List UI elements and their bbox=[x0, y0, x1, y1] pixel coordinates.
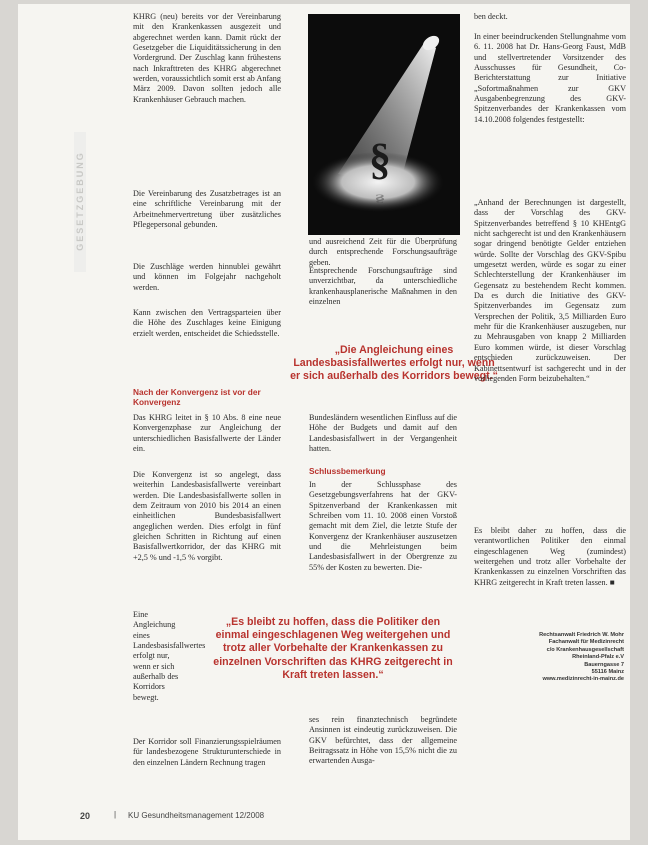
col3-paragraph-1: ben deckt. bbox=[474, 12, 508, 21]
author-signature-block bbox=[494, 632, 624, 684]
col1-paragraph-8: Der Korridor soll Finanzierungsspielräumen für landesbezogene Strukturunterschiede in den einzelnen Ländern Rechnung tragen bbox=[133, 737, 281, 767]
author-city: 55116 Mainz bbox=[591, 669, 624, 676]
col1-paragraph-5: Das KHRG leitet in § 10 Abs. 8 eine neue Konvergenzphase zur Angleichung der unterschiedlichen Basisfallwerte der Länder ein. bbox=[133, 413, 281, 454]
spotlight-illustration bbox=[308, 14, 460, 235]
col1-subheading: Nach der Konvergenz ist vor der Konvergenz bbox=[133, 387, 261, 407]
col2-paragraph-3: Bundesländern wesentlichen Einfluss auf die Höhe der Budgets und damit auf den Landesbasisfallwert in der Vergangenheit hatten. bbox=[309, 413, 457, 454]
col2-subheading: Schlussbemerkung bbox=[309, 466, 386, 476]
col1-paragraph-6: Die Konvergenz ist so angelegt, dass weiterhin Landesbasisfallwerte vereinbart werden. Die Landesbasisfallwerte sollen in dem Zeitraum von 2010 bis 2014 an einen einheitlichen Bundesbasisfallwert angeglichen werden. Dies erfolgt in fünf gleichen Schritten in Richtung auf einen Basisfallwertkorridor, der das KHRG mit +2,5 % und -1,5 % vorgibt. bbox=[133, 470, 281, 562]
pull-quote-1: „Die Angleichung eines Landesbasisfallwertes erfolgt nur, wenn er sich außerhalb des Korridors bewegt.“ bbox=[290, 344, 498, 383]
col2-paragraph-1: und ausreichend Zeit für die Überprüfung durch entsprechende Forschungsaufträge geben. bbox=[309, 237, 457, 267]
col1-paragraph-4: Kann zwischen den Vertragsparteien über die Höhe des Zuschlages keine Einigung erzielt werden, entscheidet die Schiedsstelle. bbox=[133, 308, 281, 338]
paragraph-sign-reflection: § bbox=[374, 192, 386, 205]
col1-paragraph-3: Die Zuschläge werden hinnublei gewährt und können im Folgejahr nachgeholt werden. bbox=[133, 262, 281, 292]
col1-paragraph-7: Eine Angleichung eines Landesbasisfallwertes erfolgt nur, wenn er sich außerhalb des Korridors bewegt. bbox=[133, 610, 206, 702]
page-number: 20 bbox=[80, 811, 91, 821]
author-street: Bauerngasse 7 bbox=[584, 661, 624, 668]
col3-paragraph-2: In einer beeindruckenden Stellungnahme vom 6. 11. 2008 hat Dr. Hans-Georg Faust, MdB und stellvertretender Vorsitzender des Ausschusses für Gesundheit, Co-Berichterstattung zur Initiative „Sofortmaßnahmen zur GKV Ausgabenbegrenzung des GKV-Spitzenverbandes der Krankenkassen vom 14.10.2008 folgendes festgestellt: bbox=[474, 32, 626, 124]
author-title: Fachanwalt für Medizinrecht bbox=[548, 639, 624, 646]
col2-paragraph-2: Entsprechende Forschungsaufträge sind unverzichtbar, da unterschiedliche krankenhausplanerische Maßnahmen in den einzelnen bbox=[309, 266, 457, 307]
col1-paragraph-1: KHRG (neu) bereits vor der Vereinbarung mit den Krankenkassen ausgezeit und abgerechnet werden kann. Damit rückt der Gesetzgeber die Liquiditätssicherung in den Vordergrund. Der Zuschlag kann frühestens nach Inkrafttreten des KHRG abgerechnet werden, voraussichtlich somit erst ab Anfang März 2009. Davon sollten jedoch alle Krankenhäuser Gebrauch machen. bbox=[133, 12, 281, 104]
journal-info: KU Gesundheitsmanagement 12/2008 bbox=[128, 811, 265, 820]
pull-quote-2: „Es bleibt zu hoffen, dass die Politiker den einmal eingeschlagenen Weg weitergehen und trotz aller Vorbehalte der Krankenkassen zu einzelnen Vorschriften das KHRG zeitgerecht in Kraft treten lassen.“ bbox=[213, 616, 453, 681]
col3-paragraph-4: Es bleibt daher zu hoffen, dass die verantwortlichen Politiker den einmal eingeschlagenen Weg (zumindest) weitergehen und trotz aller Vorbehalte der Krankenkassen zu einzelnen Vorschriften das KHRG zeitgerecht in Kraft treten lassen. ■ bbox=[474, 526, 626, 587]
author-org-region: Rheinland-Pfalz e.V bbox=[572, 654, 624, 661]
section-label: GESETZGEBUNG bbox=[75, 151, 85, 251]
magazine-page bbox=[18, 4, 630, 840]
author-org: c/o Krankenhausgesellschaft bbox=[546, 646, 624, 653]
col3-paragraph-3: „Anhand der Berechnungen ist dargestellt, dass der Vorschlag des GKV-Spitzenverbandes betreffend § 10 KHEntgG nicht sachgerecht ist und den Krankenhäusern sogar dringend benötigte Gelder entziehen würde. Sollte der Vorschlag des GKV-Spibu umgesetzt werden, würde es sogar zu einer Schlechterstellung der Krankenhäuser im Gegensatz zu bestehendem Recht kommen. Da es durch die Initiative des GKV-Spitzenverbandes im Gegensatz zum Versprechen der Politik, 3,5 Milliarden Euro mehr für die Krankenhäuser auszugeben, nur zu Mehrausgaben von knapp 2 Milliarden Euro kommen würde, ist dieser Vorschlag entschieden zurückzuweisen. Der Kabinettsentwurf ist sachgerecht und in der vorliegenden Form beizubehalten.“ bbox=[474, 198, 626, 383]
author-name: Rechtsanwalt Friedrich W. Mohr bbox=[539, 632, 624, 638]
spotlight-paragraph-image bbox=[308, 14, 460, 235]
paragraph-sign-symbol: § bbox=[369, 135, 391, 184]
col1-paragraph-2: Die Vereinbarung des Zusatzbetrages ist an eine schriftliche Vereinbarung mit der Arbeitnehmervertretung über zusätzliches Pflegepersonal gebunden. bbox=[133, 189, 281, 230]
col2-paragraph-5: ses rein finanztechnisch begründete Ansinnen ist eindeutig zurückzuweisen. Die GKV befürchtet, dass der allgemeine Beitragssatz in Höhe von 15,5% nicht die zu erwartenden Ausga- bbox=[309, 715, 457, 766]
footer-separator: | bbox=[114, 810, 117, 819]
section-tab bbox=[74, 132, 86, 272]
col2-paragraph-4: In der Schlussphase des Gesetzgebungsverfahrens hat der GKV-Spitzenverband der Krankenkassen mit Schreiben vom 11. 10. 2008 einen Vorstoß gemacht mit dem Ziel, die letzte Stufe der Konvergenz der Krankenhäuser auszusetzen und die Mehrleistungen beim Landesbasisfallwert in der Obergrenze zu 55% der Kosten zu bewerten. Die- bbox=[309, 480, 457, 572]
author-website: www.medizinrecht-in-mainz.de bbox=[542, 676, 624, 683]
